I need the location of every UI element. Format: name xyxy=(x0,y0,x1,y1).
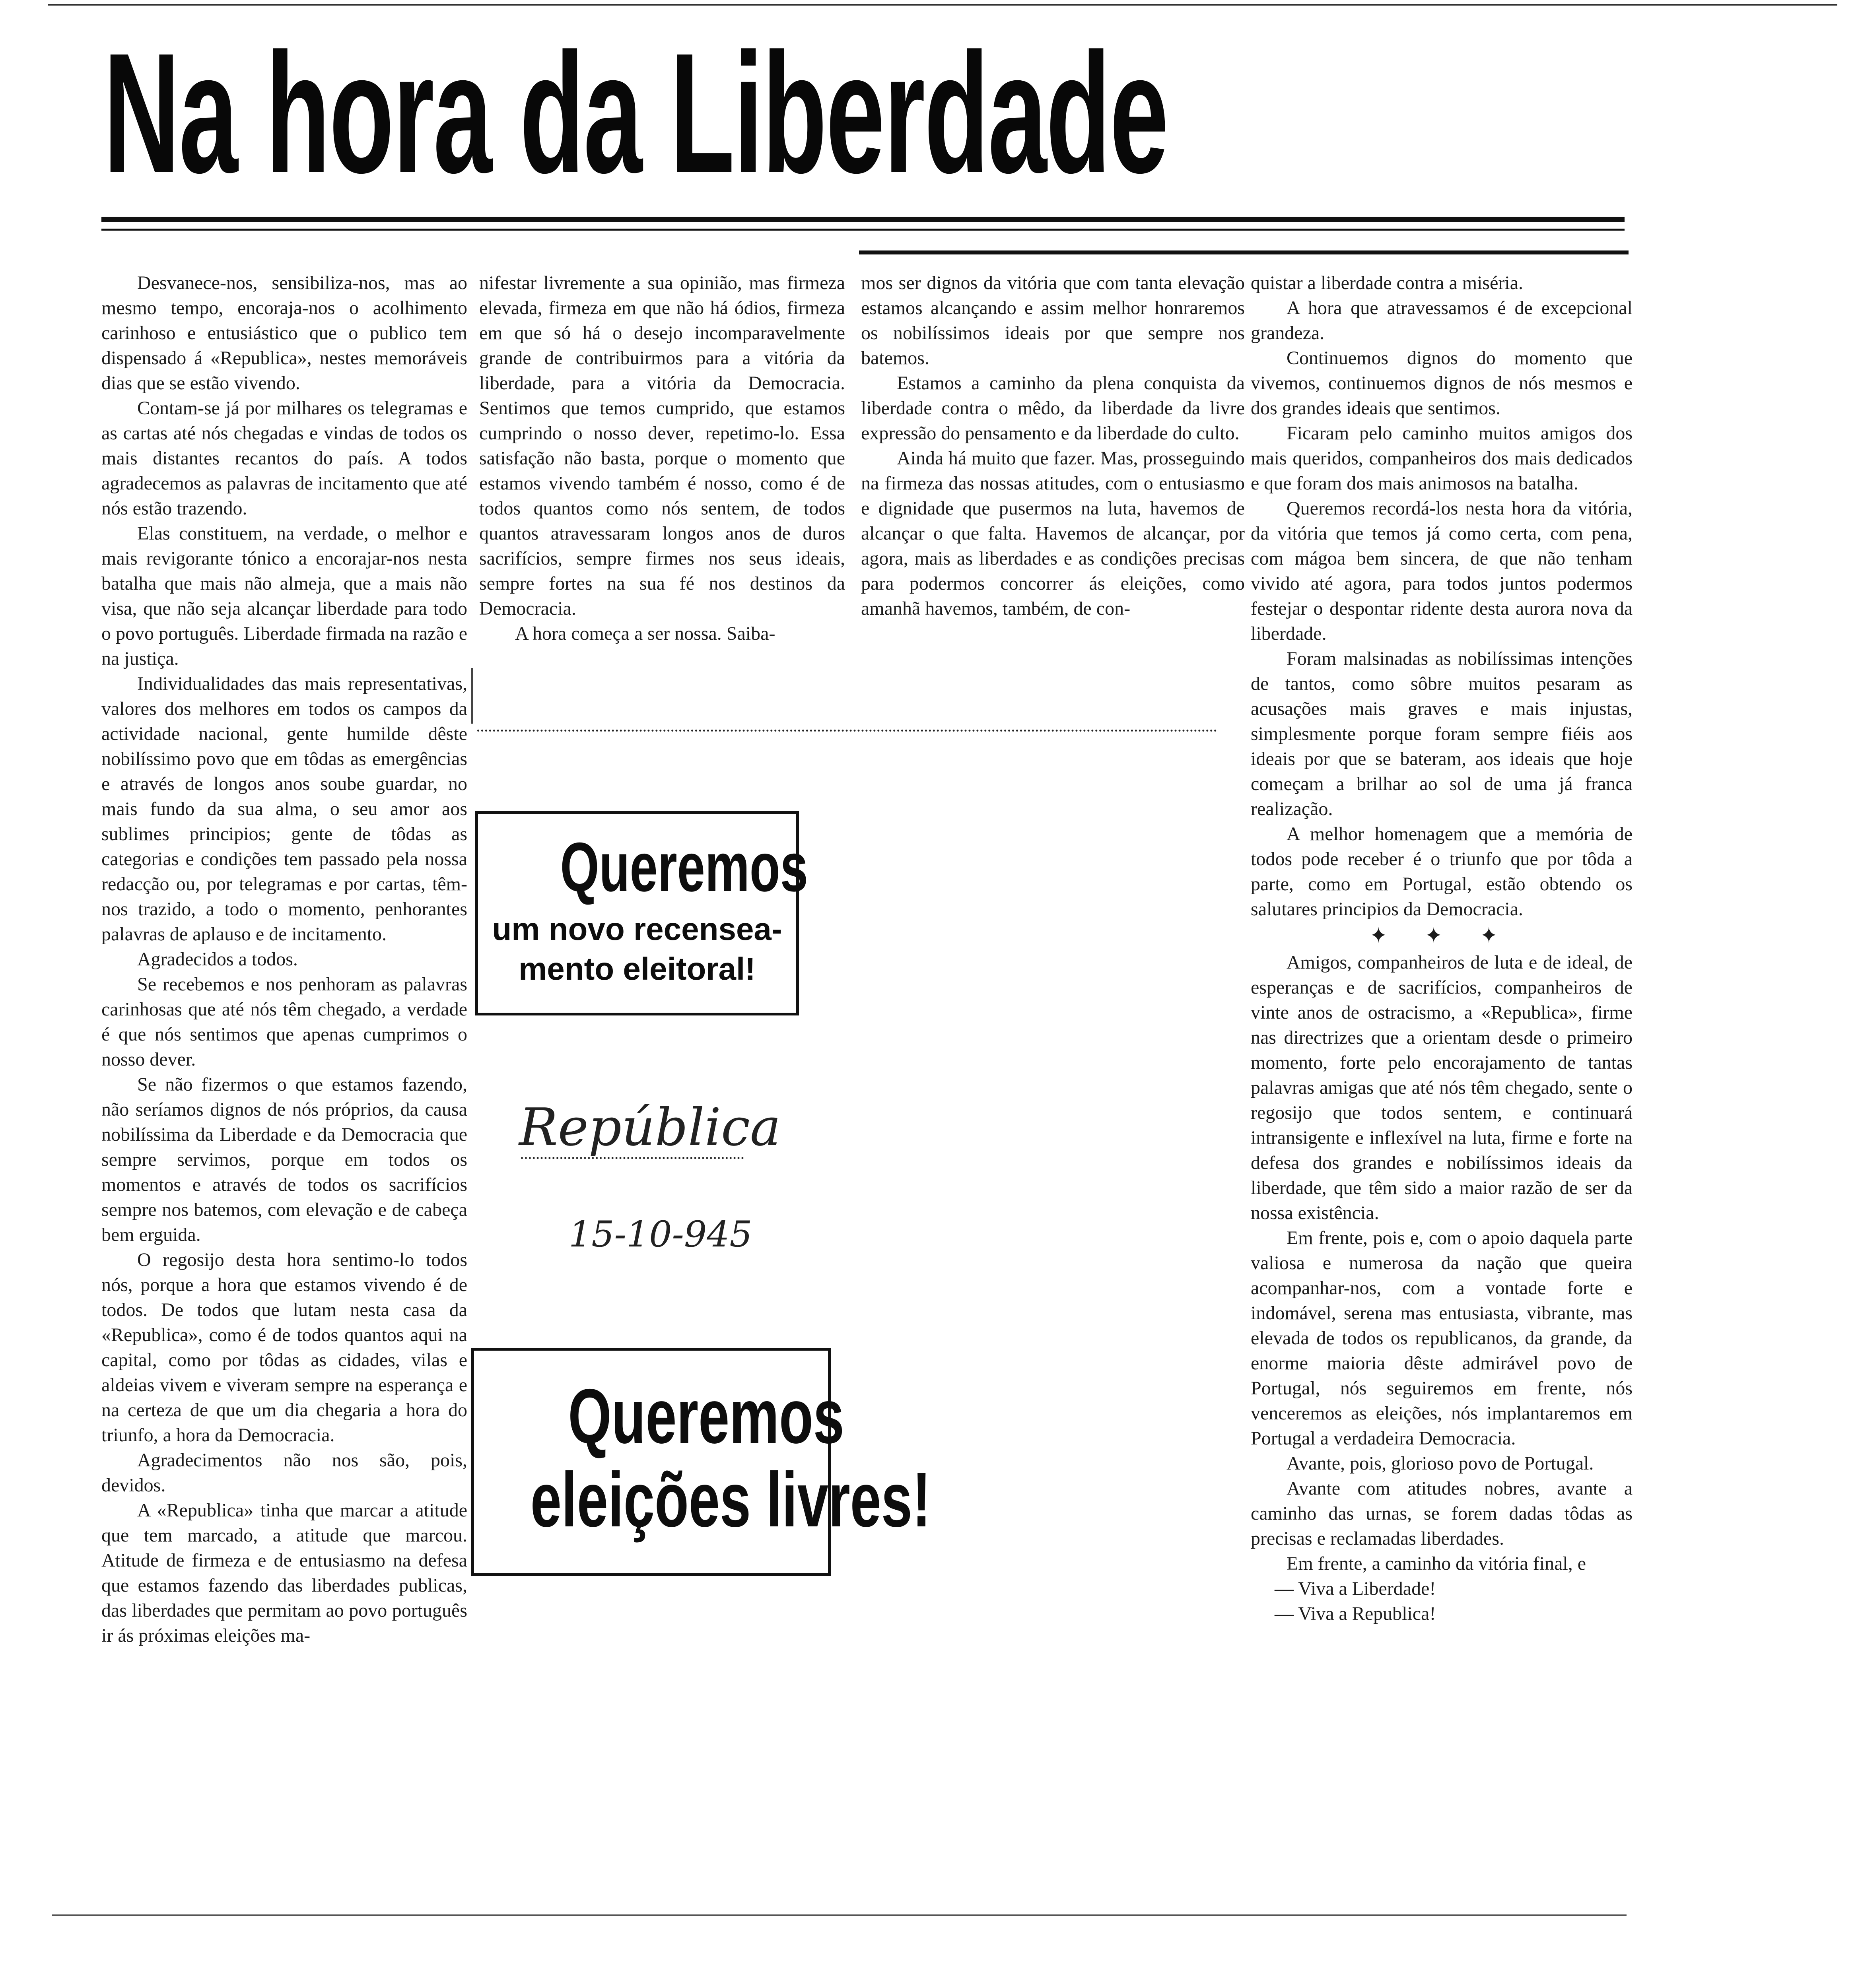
headline: Na hora da Liberdade xyxy=(103,18,1168,209)
slogan-line: mento eleitoral! xyxy=(519,951,756,986)
paragraph: Contam-se já por milhares os telegramas e as cartas até nós chegadas e vindas de todos os mais distantes recantos do país. A todos agradecemos as palavras de incitamento que até nós estão trazendo. xyxy=(101,398,467,519)
slogan-box-recenseamento xyxy=(475,811,808,1015)
paragraph: Ainda há muito que fazer. Mas, prosseguindo na firmeza das nossas atitudes, com o entusiasmo e dignidade que pusermos na luta, havemos de alcançar o que falta. Havemos de alcançar, por agora, mais as liberdades e as condições precisas para podermos concorrer ás eleições, como amanhã havemos, também, de con- xyxy=(861,448,1245,619)
slogan-heading: eleições livres! xyxy=(530,1456,931,1543)
paragraph: Estamos a caminho da plena conquista da liberdade contra o mêdo, da liberdade da livre expressão do pensamento e da liberdade do culto. xyxy=(861,373,1245,444)
paragraph: quistar a liberdade contra a miséria. xyxy=(1251,272,1524,293)
paragraph: Agradecidos a todos. xyxy=(137,949,298,970)
paragraph: Foram malsinadas as nobilíssimas intenções de tantos, como sôbre muitos pesaram as acusações mais graves e mais injustas, simplesmente porque foram sempre fiéis aos ideais por que se bateram, aos ideais que hoje começam a brilhar ao sol de uma já franca realização. xyxy=(1251,648,1633,819)
article-column-1 xyxy=(101,270,467,1648)
closing-cheer: — Viva a Liberdade! xyxy=(1275,1578,1436,1599)
handwritten-source: República xyxy=(519,1097,781,1157)
paragraph: Desvanece-nos, sensibiliza-nos, mas ao mesmo tempo, encoraja-nos o acolhimento carinhoso e entusiástico que o publico tem dispensado á «Republica», nestes memoráveis dias que se estão vivendo. xyxy=(101,272,467,394)
paragraph: Em frente, a caminho da vitória final, e xyxy=(1287,1553,1586,1574)
paragraph: A hora começa a ser nossa. Saiba- xyxy=(515,623,775,644)
closing-cheer: — Viva a Republica! xyxy=(1275,1603,1436,1624)
paragraph: Agradecimentos não nos são, pois, devidos. xyxy=(101,1450,467,1496)
headline-rule-thin xyxy=(101,229,1625,231)
section-stars: ✦ ✦ ✦ xyxy=(1369,924,1514,947)
slogan-heading: Queremos xyxy=(560,829,808,906)
handwritten-underline xyxy=(521,1157,744,1159)
paragraph: Se recebemos e nos penhoram as palavras carinhosas que até nós têm chegado, a verdade é que nós sentimos que apenas cumprimos o nosso dever. xyxy=(101,974,467,1070)
column-divider xyxy=(471,668,473,724)
paragraph: A «Republica» tinha que marcar a atitude que tem marcado, a atitude que marcou. Atitude de firmeza e de entusiasmo na defesa que estamos fazendo das liberdades publicas, das liberdades que permitam ao povo português ir ás próximas eleições ma- xyxy=(101,1500,467,1646)
paragraph: Avante com atitudes nobres, avante a caminho das urnas, se forem dadas tôdas as precisas e reclamadas liberdades. xyxy=(1251,1478,1633,1549)
slogan-line: um novo recensea- xyxy=(492,911,782,947)
paragraph: Amigos, companheiros de luta e de ideal, de esperanças e de sacrifícios, companheiros de vinte anos de ostracismo, a «Republica», firme nas directrizes que a orientam desde o primeiro momento, forte pelo encorajamento de tantas palavras amigas que até nós têm chegado, sente o regosijo que todos sentem, e continuará intransigente e inflexível na luta, firme e forte na defesa dos grandes e nobilíssimos ideais da liberdade, que têm sido a maior razão de ser da nossa existência. xyxy=(1251,952,1633,1223)
handwritten-date: 15-10-945 xyxy=(569,1213,752,1255)
paragraph: Avante, pois, glorioso povo de Portugal. xyxy=(1287,1453,1594,1474)
page-edge-line-bottom xyxy=(52,1914,1627,1916)
paragraph: A hora que atravessamos é de excepcional grandeza. xyxy=(1251,297,1633,344)
column-end-rule xyxy=(477,730,1217,732)
column-header-rule xyxy=(859,250,1629,254)
paragraph: Continuemos dignos do momento que vivemos, continuemos dignos de nós mesmos e dos grandes ideais que sentimos. xyxy=(1251,348,1633,419)
paragraph: Se não fizermos o que estamos fazendo, não seríamos dignos de nós próprios, da causa nobilíssima da Liberdade e da Democracia que sempre servimos, porque em todos os momentos e através de todos os sacrifícios sempre nos batemos, com elevação e de cabeça bem erguida. xyxy=(101,1074,467,1245)
paragraph: Individualidades das mais representativas, valores dos melhores em todos os campos da actividade nacional, gente humilde dêste nobilíssimo povo que em tôdas as emergências e através de longos anos soube guardar, no mais fundo da sua alma, o seu amor aos sublimes principios; gente de tôdas as categorias e condições tem passado pela nossa redacção ou, por telegramas e por cartas, têm-nos trazido, a todo o momento, penhorantes palavras de aplauso e de incitamento. xyxy=(101,673,467,945)
paragraph: Elas constituem, na verdade, o melhor e mais revigorante tónico a encorajar-nos nesta batalha que mais não almeja, que a mais não visa, que não seja alcançar liberdade para todo o povo português. Liberdade firmada na razão e na justiça. xyxy=(101,523,467,669)
paragraph: O regosijo desta hora sentimo-lo todos nós, porque a hora que estamos vivendo é de todos. De todos que lutam nesta casa da «Republica», como é de todos quantos aqui na capital, como por tôdas as cidades, vilas e aldeias vivem e viveram sempre na esperança e na certeza de que um dia chegaria a hora do triunfo, a hora da Democracia. xyxy=(101,1249,467,1446)
slogan-heading: Queremos xyxy=(568,1373,844,1460)
article-column-2 xyxy=(479,270,845,646)
article-column-3 xyxy=(861,270,1245,621)
headline-rule-thick xyxy=(101,217,1625,222)
paragraph: Queremos recordá-los nesta hora da vitória, da vitória que temos já como certa, com pena, com mágoa bem sincera, de que não tenham vivido até agora, para todos juntos podermos festejar o despontar ridente desta aurora nova da liberdade. xyxy=(1251,498,1633,644)
paragraph: A melhor homenagem que a memória de todos pode receber é o triunfo que por tôda a parte, como em Portugal, estão obtendo os salutares principios da Democracia. xyxy=(1251,823,1633,920)
article-column-4 xyxy=(1251,270,1633,1626)
paragraph: Ficaram pelo caminho muitos amigos dos mais queridos, companheiros dos mais dedicados e que foram dos mais animosos na batalha. xyxy=(1251,423,1633,494)
paragraph: mos ser dignos da vitória que com tanta elevação estamos alcançando e assim melhor honraremos os nobilíssimos ideais por que sempre nos batemos. xyxy=(861,272,1245,369)
page-edge-line-top xyxy=(48,4,1837,6)
paragraph: nifestar livremente a sua opinião, mas firmeza elevada, firmeza em que não há ódios, firmeza em que só há o desejo incomparavelmente grande de contribuirmos para a vitória da liberdade, para a vitória da Democracia. Sentimos que temos cumprido, que estamos cumprindo o nosso dever, repetimo-lo. Essa satisfação não basta, porque o momento que estamos vivendo também é nosso, como é de todos quantos como nós sentem, de todos quantos atravessaram longos anos de duros sacrifícios, sempre firmes nos seus ideais, sempre fortes na sua fé nos destinos da Democracia. xyxy=(479,272,845,619)
slogan-box-eleicoes xyxy=(471,1348,931,1576)
paragraph: Em frente, pois e, com o apoio daquela parte valiosa e numerosa da nação que queira acompanhar-nos, com a vontade forte e indomável, serena mas entusiasta, vibrante, mas elevada de todos os republicanos, da grande, da enorme maioria dêste admirável povo de Portugal, nós seguiremos em frente, nós venceremos as eleições, nós implantaremos em Portugal a verdadeira Democracia. xyxy=(1251,1227,1633,1449)
